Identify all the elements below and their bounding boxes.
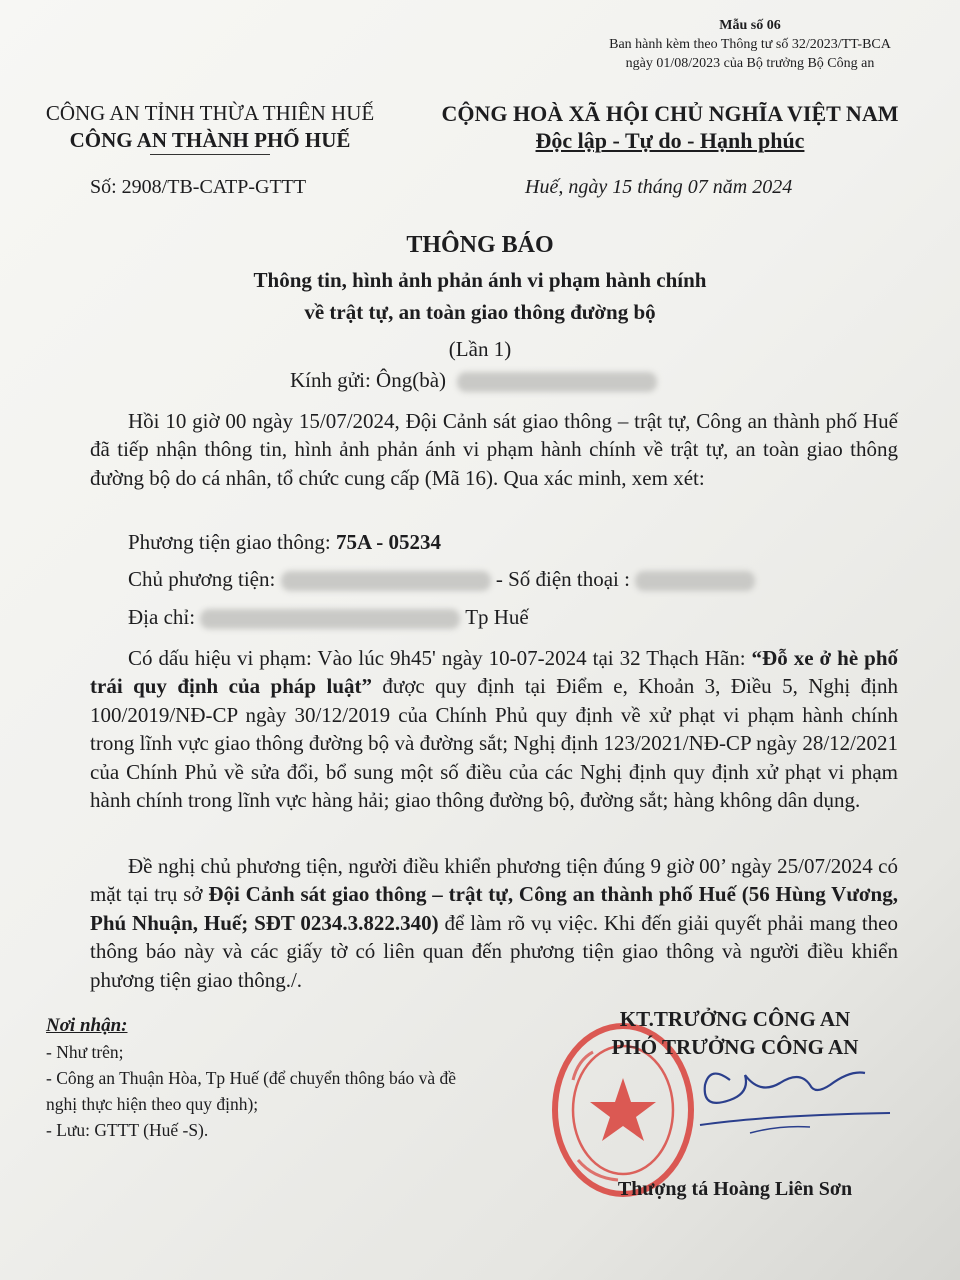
nation-motto: Độc lập - Tự do - Hạnh phúc <box>535 128 805 153</box>
intro-paragraph: Hồi 10 giờ 00 ngày 15/07/2024, Đội Cảnh sát giao thông – trật tự, Công an thành phố Huế đã tiếp nhận thông tin, hình ảnh phản ánh vi phạm hành chính về trật tự, an toàn giao thông đường bộ do cá nhân, tổ chức cung cấp (Mã 16). Qua xác minh, xem xét: <box>90 409 898 490</box>
org-underline <box>150 154 270 155</box>
violation-act: “Đỗ xe ở hè phố trái quy định của pháp luật” <box>90 646 898 699</box>
signer-name: Thượng tá Hoàng Liên Sơn <box>617 1178 853 1200</box>
handwritten-signature <box>690 1055 900 1165</box>
redacted-phone <box>635 571 755 591</box>
form-issued-line1: Ban hành kèm theo Thông tư số 32/2023/TT-BCA <box>609 37 891 52</box>
owner-label: Chủ phương tiện: <box>128 567 276 591</box>
document-number: Số: 2908/TB-CATP-GTTT <box>90 176 307 198</box>
request-office: Đội Cảnh sát giao thông – trật tự, Công an thành phố Huế (56 Hùng Vương, Phú Nhuận, Huế; SĐT 0234.3.822.340) <box>90 882 898 935</box>
redacted-owner-name <box>281 571 491 591</box>
signature-title-line2: PHÓ TRƯỞNG CÔNG AN <box>611 1035 859 1059</box>
violation-lead: Có dấu hiệu vi phạm: Vào lúc 9h45' ngày 10-07-2024 tại 32 Thạch Hãn: <box>128 646 752 670</box>
recipients-block <box>46 1013 506 1143</box>
address-field <box>128 605 529 630</box>
document-date: Huế, ngày 15 tháng 07 năm 2024 <box>525 176 793 198</box>
form-reference <box>560 16 940 73</box>
phone-label: - Số điện thoại : <box>495 567 630 591</box>
address-label: Địa chỉ: <box>128 605 196 629</box>
request-paragraph <box>90 852 898 994</box>
occurrence-number: (Lần 1) <box>448 337 512 361</box>
recipient-item: - Công an Thuận Hòa, Tp Huế (để chuyển thông báo và đề nghị thực hiện theo quy định); <box>46 1068 457 1114</box>
nation-name: CỘNG HOÀ XÃ HỘI CHỦ NGHĨA VIỆT NAM <box>441 101 899 126</box>
address-city: Tp Huế <box>465 605 529 629</box>
issuing-organization <box>20 100 400 155</box>
owner-field <box>128 567 755 592</box>
document-subtitle-1: Thông tin, hình ảnh phản ánh vi phạm hành chính <box>253 268 707 292</box>
recipient-item: - Như trên; <box>46 1042 124 1062</box>
vehicle-plate: 75A - 05234 <box>335 530 441 554</box>
vehicle-field <box>128 530 441 555</box>
org-parent: CÔNG AN TỈNH THỪA THIÊN HUẾ <box>45 101 375 125</box>
greeting <box>290 368 657 393</box>
document-title: THÔNG BÁO <box>406 232 554 258</box>
org-name: CÔNG AN THÀNH PHỐ HUẾ <box>69 128 351 152</box>
recipients-heading: Nơi nhận: <box>46 1015 128 1036</box>
redacted-recipient-name <box>457 372 657 392</box>
redacted-address <box>200 609 460 629</box>
request-lead: Đề nghị chủ phương tiện, người điều khiển phương tiện đúng 9 giờ 00’ ngày 25/07/2024 có mặt tại trụ sở <box>90 854 898 907</box>
greeting-label: Kính gửi: Ông(bà) <box>290 368 447 392</box>
form-number: Mẫu số 06 <box>719 18 781 33</box>
document-subtitle-2: về trật tự, an toàn giao thông đường bộ <box>304 300 656 324</box>
vehicle-label: Phương tiện giao thông: <box>128 530 336 554</box>
violation-paragraph <box>90 644 898 814</box>
signature-title-line1: KT.TRƯỞNG CÔNG AN <box>619 1007 851 1031</box>
violation-legal-basis: được quy định tại Điểm e, Khoản 3, Điều 5, Nghị định 100/2019/NĐ-CP ngày 30/12/2019 của Chính Phủ quy định về xử phạt vi phạm hành chính trong lĩnh vực giao thông đường bộ và đường sắt; Nghị định 123/2021/NĐ-CP ngày 28/12/2021 của Chính Phủ về sửa đổi, bổ sung một số điều của các Nghị định quy định xử phạt vi phạm hành chính trong lĩnh vực hàng hải; giao thông đường bộ, đường sắt; hàng không dân dụng. <box>90 674 899 813</box>
form-issued-line2: ngày 01/08/2023 của Bộ trưởng Bộ Công an <box>625 56 875 71</box>
national-header <box>420 100 920 154</box>
signature-title-block <box>570 1005 900 1061</box>
request-rest: để làm rõ vụ việc. Khi đến giải quyết phải mang theo thông báo này và các giấy tờ có liên quan đến phương tiện giao thông và người điều khiển phương tiện giao thông./. <box>90 910 899 992</box>
recipient-item: - Lưu: GTTT (Huế -S). <box>46 1120 209 1140</box>
